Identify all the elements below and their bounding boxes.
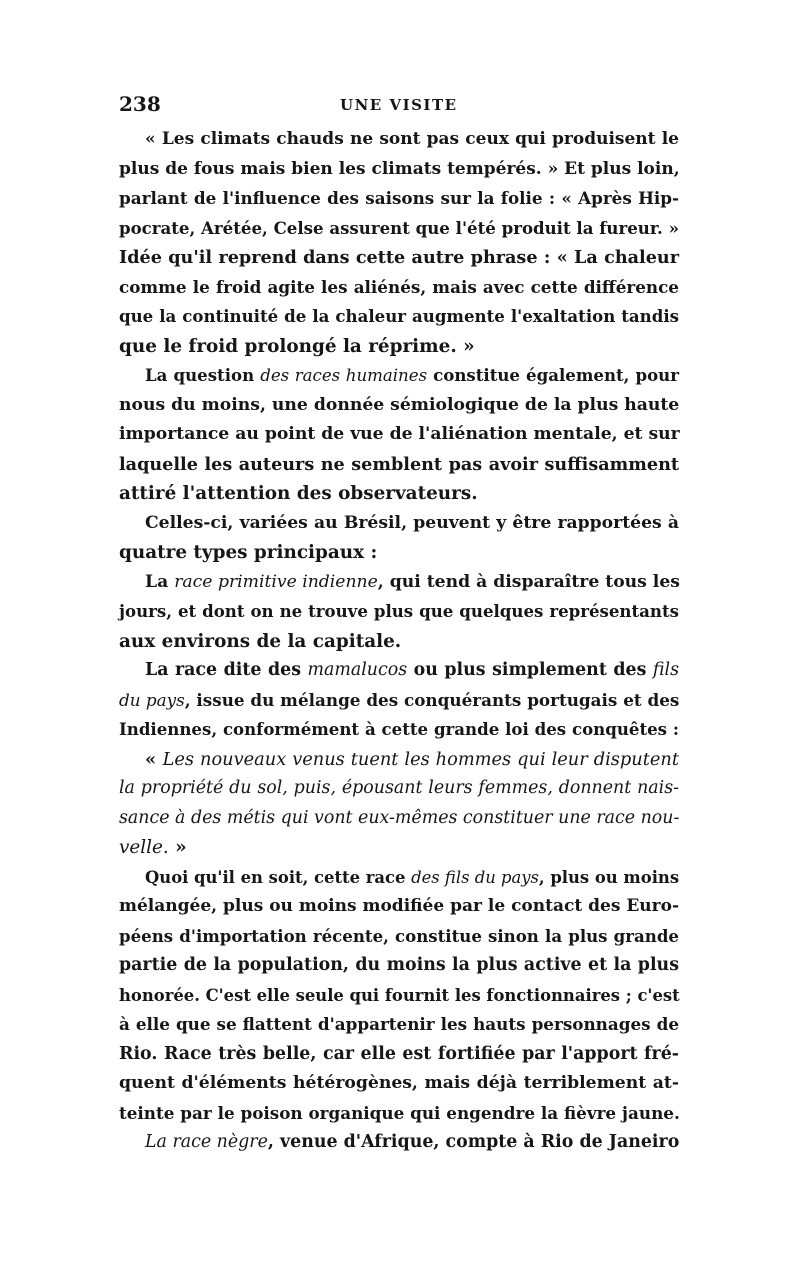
text-line	[119, 420, 679, 450]
text-run: teinte par le poison organique qui engendre la fièvre jaune.	[119, 1102, 680, 1123]
running-title: UNE VISITE	[340, 96, 458, 114]
text-line	[119, 833, 679, 863]
italic-text: du pays	[119, 689, 185, 710]
text-run: « Les climats chauds ne sont pas ceux qui produisent le	[145, 129, 679, 149]
text-line	[119, 568, 679, 598]
text-line	[119, 125, 679, 155]
text-run: «	[145, 748, 163, 770]
text-run: , venue d'Afrique, compte à Rio de Janeiro	[267, 1132, 680, 1152]
text-line	[119, 509, 679, 539]
text-run: , qui tend à disparaître tous les	[377, 571, 680, 592]
text-run: Rio. Race très belle, car elle est fortifiée par l'apport fré-	[119, 1043, 679, 1064]
text-line	[119, 774, 679, 804]
text-run: jours, et dont on ne trouve plus que quelques représentants	[119, 601, 679, 621]
text-line	[119, 715, 679, 745]
page-body	[119, 125, 679, 1158]
text-run: Indiennes, conformément à cette grande loi des conquêtes :	[119, 719, 679, 739]
text-line	[119, 922, 679, 952]
text-line	[119, 1099, 679, 1129]
text-line	[119, 686, 679, 716]
text-line	[119, 361, 679, 391]
text-run: ou plus simplement des	[407, 660, 653, 680]
text-line	[119, 184, 679, 214]
text-run: Quoi qu'il en soit, cette race	[145, 867, 412, 887]
text-run: La	[145, 571, 175, 592]
text-run: que la continuité de la chaleur augmente l'exaltation tandis	[119, 306, 679, 326]
text-run: nous du moins, une donnée sémiologique de la plus haute	[119, 394, 680, 415]
text-run: La question	[145, 365, 261, 385]
page-number: 238	[119, 92, 161, 116]
text-line	[119, 892, 679, 922]
text-run: importance au point de vue de l'aliénation mentale, et sur	[119, 424, 680, 444]
text-line	[119, 538, 679, 568]
text-line	[119, 981, 679, 1011]
text-line	[119, 863, 679, 893]
text-line	[119, 1040, 679, 1070]
text-run: pocrate, Arétée, Celse assurent que l'été produit la fureur. »	[119, 217, 679, 238]
text-run: attiré l'attention des observateurs.	[119, 483, 478, 504]
text-run: , plus ou moins	[538, 867, 680, 887]
text-run: Idée qu'il reprend dans cette autre phrase : « La chaleur	[119, 247, 679, 268]
text-line	[119, 745, 679, 775]
text-line	[119, 627, 679, 657]
text-run: à elle que se flattent d'appartenir les hauts personnages de	[119, 1014, 679, 1034]
text-line	[119, 302, 679, 332]
text-line	[119, 479, 679, 509]
italic-text: la propriété du sol, puis, épousant leurs femmes, donnent nais-	[119, 778, 679, 798]
italic-text: fils	[652, 660, 679, 680]
text-line	[119, 1010, 679, 1040]
italic-text: des races humaines	[260, 366, 428, 385]
text-line	[119, 273, 679, 303]
text-line	[119, 1128, 679, 1158]
text-run: plus de fous mais bien les climats tempérés. » Et plus loin,	[119, 158, 680, 179]
text-run: constitue également, pour	[427, 365, 679, 385]
italic-text: des fils du pays	[411, 867, 539, 887]
text-line	[119, 804, 679, 834]
text-run: honorée. C'est elle seule qui fournit les fonctionnaires ; c'est	[119, 985, 680, 1005]
text-run: comme le froid agite les aliénés, mais avec cette différence	[119, 276, 679, 297]
text-run: La race dite des	[145, 660, 308, 680]
text-line	[119, 1069, 679, 1099]
text-line	[119, 391, 679, 421]
text-line	[119, 155, 679, 185]
text-run: , issue du mélange des conquérants portugais et des	[184, 689, 680, 710]
text-run: aux environs de la capitale.	[119, 630, 402, 652]
text-line	[119, 332, 679, 362]
text-line	[119, 597, 679, 627]
text-line	[119, 656, 679, 686]
text-run: péens d'importation récente, constitue sinon la plus grande	[119, 925, 679, 946]
text-run: Celles-ci, variées au Brésil, peuvent y être rapportées à	[145, 512, 679, 533]
text-run: quent d'éléments hétérogènes, mais déjà terriblement at-	[119, 1073, 679, 1093]
text-run: quatre types principaux :	[119, 542, 378, 563]
text-run: partie de la population, du moins la plus active et la plus	[119, 955, 679, 975]
italic-text: Les nouveaux venus tuent les hommes qui leur disputent	[162, 748, 679, 770]
text-line	[119, 450, 679, 480]
text-run: laquelle les auteurs ne semblent pas avoir suffisamment	[119, 453, 679, 475]
italic-text: mamalucos	[307, 660, 408, 680]
italic-text: velle.	[119, 837, 169, 858]
text-run: parlant de l'influence des saisons sur la folie : « Après Hip-	[119, 188, 679, 208]
text-line	[119, 951, 679, 981]
italic-text: race primitive indienne	[174, 571, 378, 592]
text-line	[119, 214, 679, 244]
italic-text: La race nègre	[145, 1132, 268, 1152]
text-run: mélangée, plus ou moins modifiée par le contact des Euro-	[119, 896, 679, 916]
italic-text: sance à des métis qui vont eux-mêmes constituer une race nou-	[119, 807, 680, 828]
text-run: que le froid prolongé la réprime. »	[119, 335, 475, 357]
text-line	[119, 243, 679, 273]
text-run: »	[168, 837, 187, 858]
